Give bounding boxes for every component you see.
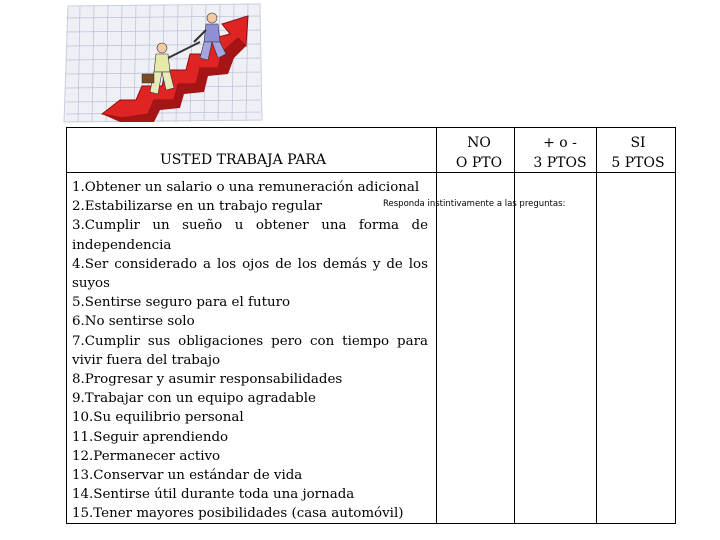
- question-item: 3.Cumplir un sueño u obtener una forma de independencia: [72, 218, 428, 253]
- column-header-mid-line2: 3 PTOS: [533, 155, 587, 171]
- question-item: 1.Obtener un salario o una remuneración adicional: [72, 180, 420, 195]
- column-header-si: [600, 133, 676, 173]
- question-item: 6.No sentirse solo: [72, 314, 195, 330]
- question-item: 13.Conservar un estándar de vida: [72, 468, 303, 484]
- question-item: 12.Permanecer activo: [72, 448, 221, 464]
- column-header-si-line1: SI: [630, 135, 646, 151]
- question-item: 15.Tener mayores posibilidades (casa automóvil): [72, 506, 404, 522]
- question-list: [72, 178, 428, 524]
- question-item: 9.Trabajar con un equipo agradable: [72, 391, 316, 407]
- question-item: 8.Progresar y asumir responsabilidades: [72, 372, 343, 388]
- column-header-mid-line1: + o -: [543, 135, 577, 151]
- question-item: 4.Ser considerado a los ojos de los demás y de los suyos: [72, 256, 428, 292]
- question-item: 11.Seguir aprendiendo: [72, 429, 229, 445]
- question-item: 5.Sentirse seguro para el futuro: [72, 295, 291, 311]
- column-header-si-line2: 5 PTOS: [611, 155, 665, 171]
- question-item: 10.Su equilibrio personal: [72, 410, 244, 426]
- column-divider-3: [596, 127, 597, 524]
- question-item: 7.Cumplir sus obligaciones pero con tiempo para vivir fuera del trabajo: [72, 333, 428, 368]
- column-header-no-line2: O PTO: [455, 155, 503, 171]
- column-header-no: [444, 133, 514, 173]
- instruction-text: Responda instintivamente a las preguntas:: [383, 199, 566, 209]
- table-title: USTED TRABAJA PARA: [160, 152, 327, 168]
- column-header-mid: [520, 133, 600, 173]
- column-header-no-line1: NO: [467, 135, 491, 151]
- column-divider-2: [514, 127, 515, 524]
- question-item: 14.Sentirse útil durante toda una jornada: [72, 487, 355, 503]
- question-item: 2.Estabilizarse en un trabajo regular: [72, 199, 322, 215]
- clipart-climbing-arrow: [62, 2, 266, 124]
- column-divider-1: [436, 127, 437, 524]
